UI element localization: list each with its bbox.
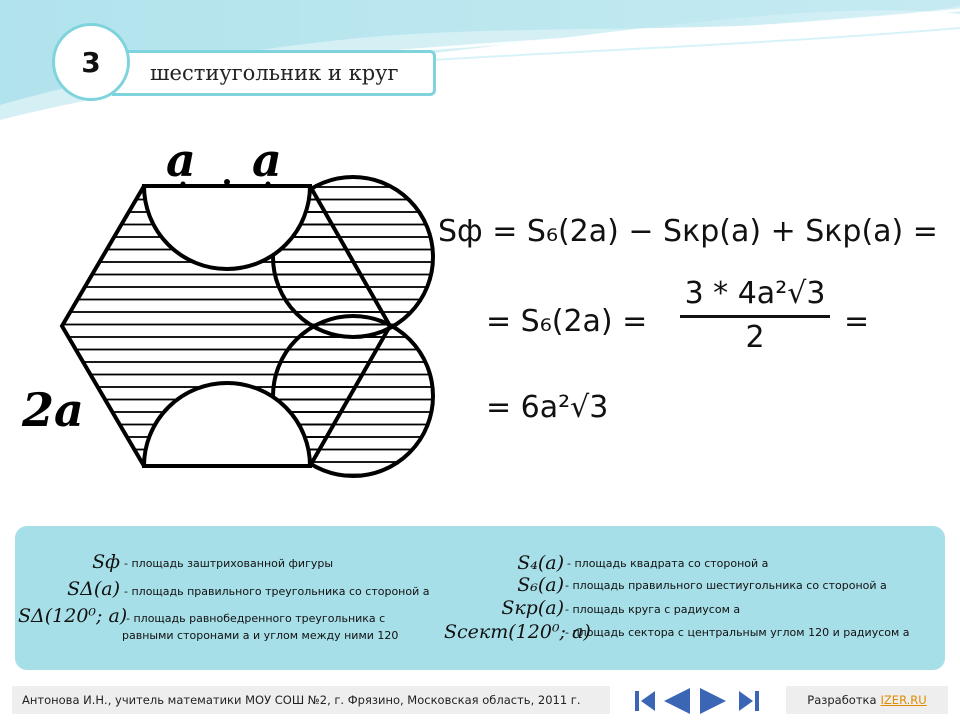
formula-line-2-left: = S₆(2a) = <box>486 304 648 339</box>
fraction-denominator: 2 <box>745 320 765 355</box>
author-footer <box>12 686 610 714</box>
credit-footer <box>786 686 948 714</box>
formula-line-3 <box>486 390 608 425</box>
hexagon-circle-figure <box>20 136 440 496</box>
legend-right-symbol-4: Sсект(120⁰; a) <box>444 621 591 643</box>
legend-left-text-2: - площадь правильного треугольника со стороной a <box>124 585 430 598</box>
formula-line-1 <box>438 214 938 249</box>
fraction-numerator: 3 * 4a²√3 <box>680 276 830 318</box>
legend-right-symbol-2: S₆(a) <box>517 574 564 596</box>
formula-line-1-text: Sф = S₆(2a) − Sкр(a) + Sкр(a) = <box>438 214 938 249</box>
author-text: Антонова И.Н., учитель математики МОУ СОШ №2, г. Фрязино, Московская область, 2011 г. <box>22 693 581 707</box>
label-a-right: a <box>252 136 282 187</box>
slide-title <box>112 50 436 96</box>
legend-left-text-3b: равными сторонами a и углом между ними 120 <box>122 629 399 642</box>
formula-line-3-text: = 6a²√3 <box>486 390 609 425</box>
legend-left-symbol-2: SΔ(a) <box>67 578 120 600</box>
slide-number-badge <box>52 23 130 101</box>
legend-left-text-3: - площадь равнобедренного треугольника с <box>126 612 386 625</box>
legend-left-symbol-3: SΔ(120⁰; a) <box>18 605 128 627</box>
first-slide-icon-bar <box>635 691 639 711</box>
legend-right-symbol-3: Sкр(a) <box>501 597 564 619</box>
next-slide-icon <box>700 688 726 714</box>
credit-prefix: Разработка <box>807 693 877 707</box>
formula-fraction <box>680 276 830 355</box>
slide-number: 3 <box>81 45 101 79</box>
formula-line-2-right: = <box>844 304 870 339</box>
legend-right-text-1: - площадь квадрата со стороной a <box>567 557 769 570</box>
legend-right-text-4: - площадь сектора с центральным углом 120 и радиусом a <box>565 626 910 639</box>
label-a-left: a <box>166 136 196 187</box>
formula-line-2 <box>486 304 647 339</box>
credit-link[interactable]: IZER.RU <box>880 693 927 707</box>
legend-left-symbol-1: Sф <box>92 551 120 573</box>
legend-right-symbol-1: S₄(a) <box>517 552 564 574</box>
last-slide-button[interactable] <box>734 686 764 716</box>
legend-right-text-2: - площадь правильного шестиугольника со стороной a <box>565 579 887 592</box>
last-slide-icon-bar <box>755 691 759 711</box>
previous-slide-icon <box>664 688 690 714</box>
formula-line-2-end <box>844 304 869 339</box>
previous-slide-button[interactable] <box>662 686 692 716</box>
next-slide-button[interactable] <box>698 686 728 716</box>
legend-right-text-3: - площадь круга с радиусом a <box>565 603 741 616</box>
label-2a: 2a <box>22 383 84 437</box>
slide-title-text: шестиугольник и круг <box>150 61 399 85</box>
legend-left-text-1: - площадь заштрихованной фигуры <box>124 557 334 570</box>
first-slide-button[interactable] <box>630 686 660 716</box>
